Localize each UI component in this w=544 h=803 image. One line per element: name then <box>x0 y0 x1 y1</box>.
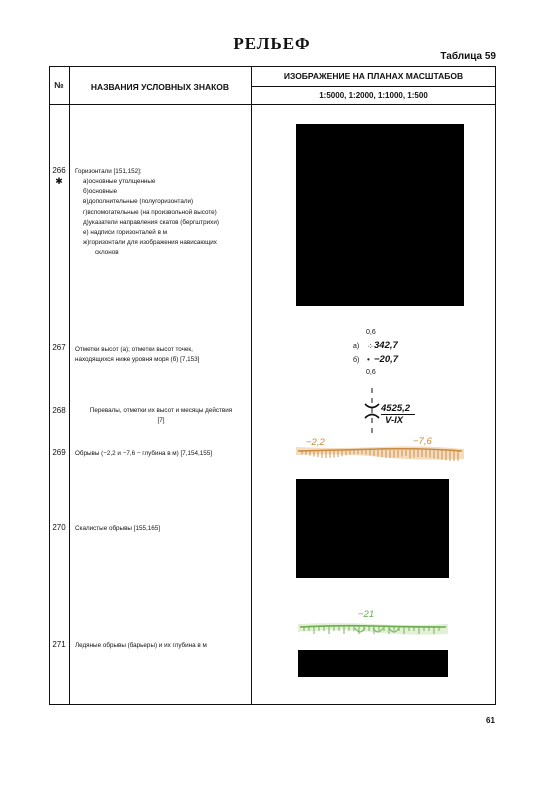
star-mark: ✱ <box>55 176 63 186</box>
contours-image <box>296 124 464 306</box>
cliff-label-left: −2,2 <box>306 437 325 448</box>
row-267-line-2: находящихся ниже уровня моря (б) [7,153] <box>75 356 200 364</box>
row-number-266: 266 <box>52 166 66 175</box>
row-268-line-2: [7] <box>157 417 165 425</box>
list-item: а)основные утолщенные <box>83 178 156 185</box>
spot-height-dot-icon: ⁘ <box>367 342 374 351</box>
dimension-top: 0,6 <box>366 329 376 336</box>
row-number-269: 269 <box>52 448 66 457</box>
row-268-line-1: Перевалы, отметки их высот и месяцы действия <box>89 407 233 414</box>
header-image: ИЗОБРАЖЕНИЕ НА ПЛАНАХ МАСШТАБОВ <box>283 71 464 81</box>
ice-depth-label: −21 <box>358 609 375 620</box>
symbol-a-value: 342,7 <box>374 340 398 351</box>
page-number: 61 <box>486 716 495 725</box>
row-267-description <box>75 345 199 365</box>
pass-height: 4525,2 <box>381 403 411 414</box>
below-sea-dot-icon: • <box>367 355 370 364</box>
row-267-line-1: Отметки высот (а); отметки высот точек, <box>75 346 193 353</box>
symbol-b-label: б) <box>353 357 360 364</box>
column-divider-image <box>251 66 252 705</box>
row-number-271: 271 <box>52 640 66 649</box>
row-number-267: 267 <box>52 343 66 352</box>
header-number: № <box>54 80 64 90</box>
list-item: б)основные <box>83 188 118 196</box>
header-name: НАЗВАНИЯ УСЛОВНЫХ ЗНАКОВ <box>90 82 230 92</box>
symbol-a-label: а) <box>353 343 360 350</box>
row-271-description: Ледяные обрывы (барьеры) и их глубина в м <box>75 642 207 649</box>
row-266-items <box>83 177 219 259</box>
table-label: Таблица 59 <box>440 51 496 62</box>
dimension-bottom: 0,6 <box>366 369 376 376</box>
rocky-cliff-image <box>296 479 449 578</box>
page-title: РЕЛЬЕФ <box>233 34 311 53</box>
list-item: г)вспомогательные (на произвольной высоте) <box>83 208 217 216</box>
row-270-description: Скалистые обрывы [155,165] <box>75 525 160 532</box>
header-scales: 1:5000, 1:2000, 1:1000, 1:500 <box>319 91 428 100</box>
list-item: склонов <box>95 249 119 257</box>
pass-months: V-IX <box>385 415 404 426</box>
list-item: в)дополнительные (полугоризонтали) <box>83 198 194 206</box>
header-bottom-line <box>49 104 496 105</box>
ice-barrier-image <box>298 650 448 677</box>
row-266-title: Горизонтали [151,152]: <box>75 168 142 175</box>
column-divider-number <box>69 66 70 705</box>
header-scale-line <box>251 86 496 87</box>
list-item: ж)горизонтали для изображения нависающих <box>83 239 217 247</box>
row-number-270: 270 <box>52 523 66 532</box>
row-269-description: Обрывы (−2,2 и −7,6 − глубина в м) [7,154,155] <box>75 450 212 457</box>
symbol-b-value: −20,7 <box>374 354 399 365</box>
row-number-268: 268 <box>52 406 66 415</box>
cliff-label-right: −7,6 <box>413 436 432 447</box>
list-item: д)указатели направления скатов (бергштрихи) <box>83 218 219 226</box>
row-268-description <box>75 406 247 426</box>
list-item: е) надписи горизонталей в м <box>83 229 168 237</box>
